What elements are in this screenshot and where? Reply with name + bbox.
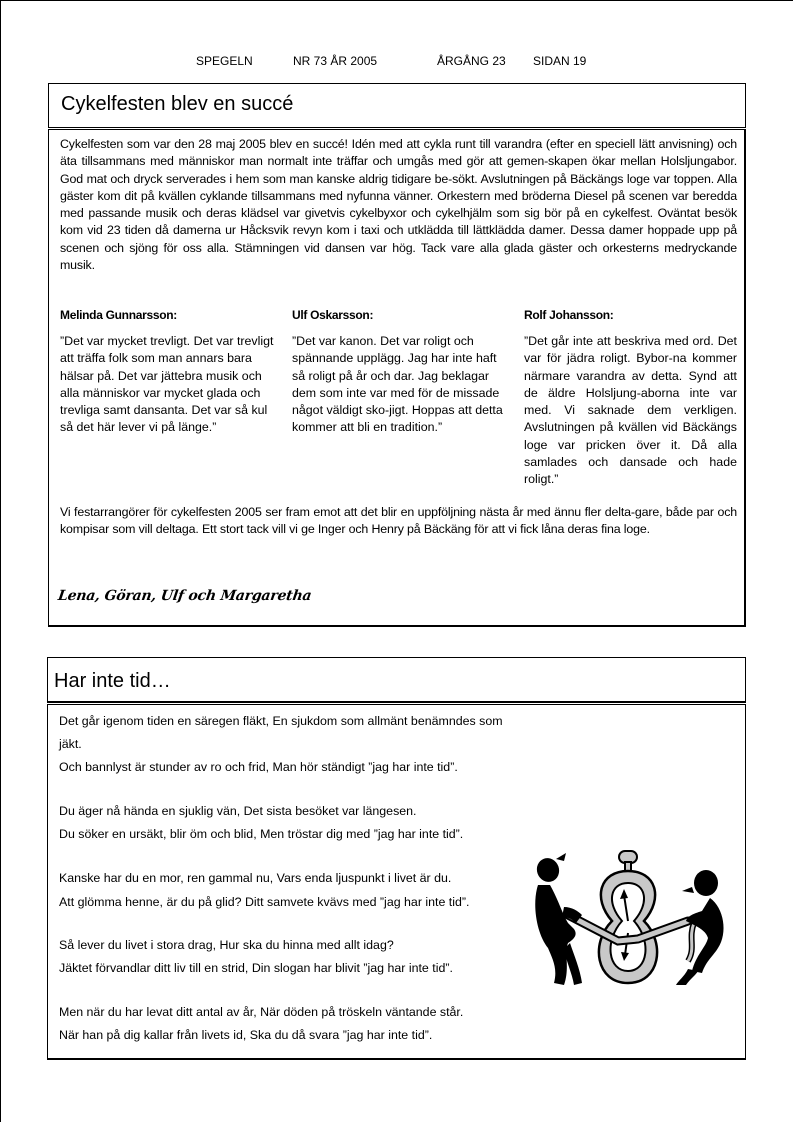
stanza (59, 800, 519, 846)
page-number: SIDAN 19 (533, 54, 587, 68)
article-intro: Cykelfesten som var den 28 maj 2005 blev en succé! Idén med att cykla runt till varandra (efter en speciell lätt anvisning) och äta tillsammans med människor man normalt inte träffar och umgås med gör att gemen-skapen ökar mellan Holsljungabor. God mat och dryck serverades i hem som man kanske aldrig tidigare be-sökt. Avslutningen på Bäckängs loge var toppen. Alla gäster kom dit på kvällen cyklande tillsammans med nyfunna vänner. Orkestern med bröderna Diesel på scenen var beredda med passande musik och deras klädsel var givetvis cykelbyxor och cykelhjälm som sig bör på en cykelfest. Oväntat besök kom vid 23 tiden då damerna ur Håcksvik revyn kom i taxi och utklädda till lättklädda damer. Dessa damer hoppade upp på scenen och sjöng för oss alla. Stämningen vid dansen var hög. Tack vare alla glada gäster och orkesterns medryckande musik. (60, 137, 737, 273)
quote-author: Ulf Oskarsson: (292, 308, 374, 322)
stanza (59, 934, 519, 980)
tug-of-war-over-clock-icon (528, 843, 738, 995)
quote-column (524, 308, 737, 489)
stanza (59, 867, 519, 913)
verse-line: Så lever du livet i stora drag, Hur ska du hinna med allt idag? (59, 938, 394, 952)
verse-line: Du äger nå hända en sjuklig vän, Det sista besöket var längesen. (59, 804, 417, 818)
quote-text: ”Det var kanon. Det var roligt och spännande upplägg. Jag har inte haft så roligt på år och dar. Jag beklagar dem som inte var med för de missade något väldigt sko-jigt. Hoppas att detta kommer att bli en tradition.” (292, 334, 503, 435)
poem-title: Har inte tid… (54, 670, 171, 692)
poem-title-box (47, 657, 746, 702)
divider (47, 702, 746, 703)
quote-column (60, 308, 275, 437)
article-title: Cykelfesten blev en succé (61, 93, 294, 115)
verse-line: Och bannlyst är stunder av ro och frid, Man hör ständigt ”jag har inte tid”. (59, 760, 458, 774)
article-closing: Vi festarrangörer för cykelfesten 2005 ser fram emot att det blir en uppföljning nästa år med ännu fler delta-gare, både par och kompisar som vill deltaga. Ett stort tack vill vi ge Inger och Henry på Bäckäng för att vi fick låna deras fina loge. (60, 505, 737, 537)
stanza (59, 710, 519, 779)
verse-line: Du söker en ursäkt, blir öm och blid, Men tröstar dig med ”jag har inte tid”. (59, 827, 464, 841)
stanza (59, 1001, 519, 1047)
issue-number: NR 73 ÅR 2005 (293, 54, 378, 68)
running-head (0, 54, 793, 70)
quote-text: ”Det går inte att beskriva med ord. Det var för jädra roligt. Bybor-na kommer närmare varandra av detta. Synd att de äldre Holsljung-aborna inte var med. Vi saknade dem verkligen. Avslutningen på kvällen vid Bäckängs loge var pricken över it. Då alla samlades och dansade och hade roligt.” (524, 334, 737, 487)
poem-body (47, 704, 746, 1060)
verse-line: Att glömma henne, är du på glid? Ditt samvete kvävs med ”jag har inte tid”. (59, 895, 470, 909)
article-body (48, 129, 746, 627)
signature: Lena, Göran, Ulf och Margaretha (56, 588, 313, 604)
article-title-box (48, 83, 746, 128)
volume-number: ÅRGÅNG 23 (437, 54, 506, 68)
quote-author: Melinda Gunnarsson: (60, 308, 177, 322)
verse-line: Kanske har du en mor, ren gammal nu, Vars enda ljuspunkt i livet är du. (59, 871, 452, 885)
verse-line: Men när du har levat ditt antal av år, När döden på tröskeln väntande står. (59, 1005, 464, 1019)
quote-column (292, 308, 507, 437)
quote-author: Rolf Johansson: (524, 308, 614, 322)
poem (59, 710, 519, 1047)
verse-line: Jäktet förvandlar ditt liv till en strid, Din slogan har blivit ”jag har inte tid”. (59, 961, 453, 975)
verse-line: Det går igenom tiden en säregen fläkt, En sjukdom som allmänt benämndes som jäkt. (59, 714, 503, 751)
quote-text: ”Det var mycket trevligt. Det var trevligt att träffa folk som man annars bara hälsar på. Det var jättebra musik och alla människor var mycket glada och trevliga samt dansanta. Det var så kul så det här lever vi på länge.” (60, 334, 274, 435)
paper-name: SPEGELN (196, 54, 253, 68)
verse-line: När han på dig kallar från livets id, Ska du då svara ”jag har inte tid”. (59, 1028, 433, 1042)
